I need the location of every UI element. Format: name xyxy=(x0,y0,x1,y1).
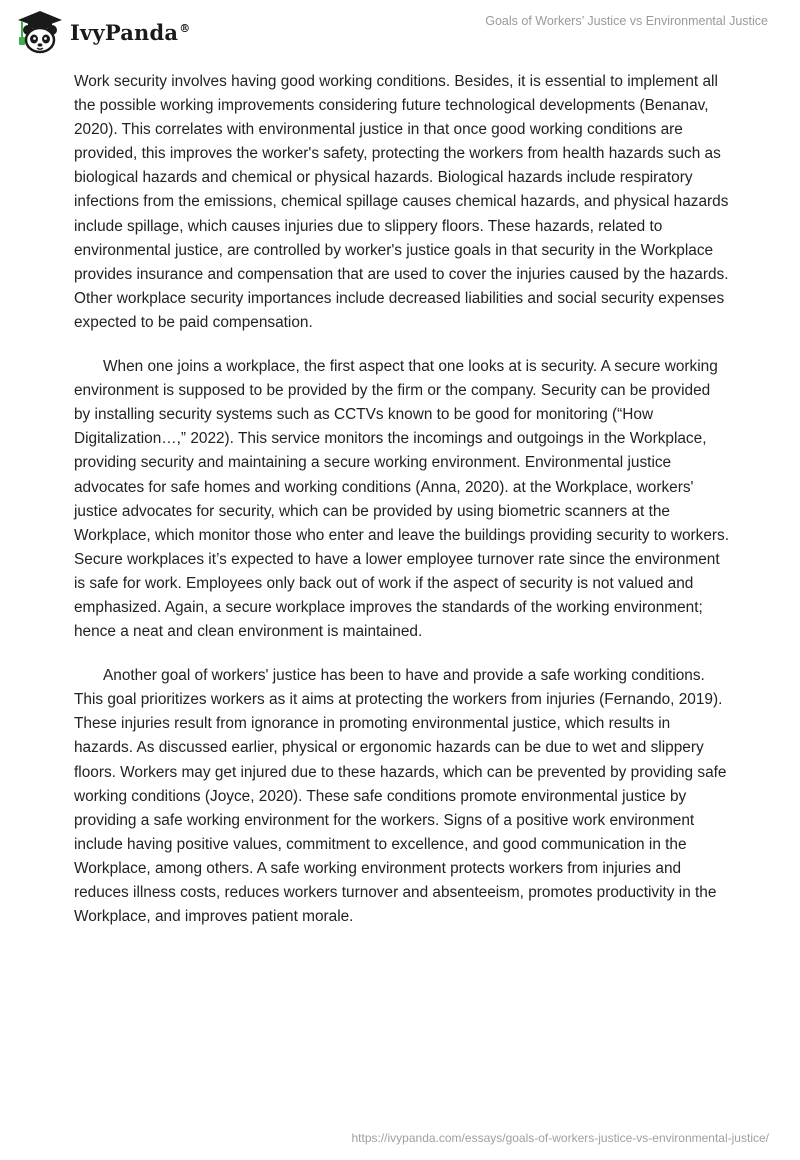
registered-mark: ® xyxy=(179,21,191,35)
panda-logo-icon xyxy=(14,8,66,56)
ivypanda-logo[interactable] xyxy=(14,8,190,56)
paragraph-work-security: Work security involves having good working conditions. Besides, it is essential to implement all the possible working improvements considering future technological developments (Benanav, 2020). This correlates with environmental justice in that once good working conditions are provided, this improves the worker's safety, protecting the workers from health hazards such as biological hazards and chemical or physical hazards. Biological hazards include respiratory infections from the emissions, chemical spillage causes chemical hazards, and physical hazards include spillage, which causes injuries due to slippery floors. These hazards, related to environmental justice, are controlled by worker's justice goals in that security in the Workplace provides insurance and compensation that are used to cover the injuries caused by the hazards. Other workplace security importances include decreased liabilities and social security expenses expected to be paid compensation. xyxy=(74,73,729,331)
paragraph-safe-working-conditions: Another goal of workers' justice has been to have and provide a safe working conditions. This goal prioritizes workers as it aims at protecting the workers from injuries (Fernando, 2019). These injuries result from ignorance in promoting environmental justice, which results in hazards. As discussed earlier, physical or ergonomic hazards can be due to wet and slippery floors. Workers may get injured due to these hazards, which can be prevented by providing safe working conditions (Joyce, 2020). These safe conditions promote environmental justice by providing a safe working environment for the workers. Signs of a positive work environment include having positive values, commitment to excellence, and good communication in the Workplace, among others. A safe working environment protects workers from injuries and reduces illness costs, reduces workers turnover and absenteeism, promotes productivity in the Workplace, and improves patient morale. xyxy=(74,667,727,926)
brand-name: IvyPanda® xyxy=(70,19,191,45)
essay-body xyxy=(74,70,730,949)
paragraph-workplace-security: When one joins a workplace, the first aspect that one looks at is security. A secure working environment is supposed to be provided by the firm or the company. Security can be provided by installing security systems such as CCTVs known to be good for monitoring (“How Digitalization…,” 2022). This service monitors the incomings and outgoings in the Workplace, providing security and maintaining a secure working environment. Environmental justice advocates for safe homes and working conditions (Anna, 2020). at the Workplace, workers' justice advocates for security, which can be provided by using biometric scanners at the Workplace, which monitor those who enter and leave the buildings providing security to workers. Secure workplaces it’s expected to have a lower employee turnover rate since the environment is safe for work. Employees only back out of work if the aspect of security is not valued and emphasized. Again, a secure workplace improves the standards of the working environment; hence a neat and clean environment is maintained. xyxy=(74,358,730,641)
page-header xyxy=(0,0,800,60)
document-title: Goals of Workers’ Justice vs Environmental Justice xyxy=(485,14,768,28)
source-url[interactable]: https://ivypanda.com/essays/goals-of-workers-justice-vs-environmental-justice/ xyxy=(351,1131,769,1145)
